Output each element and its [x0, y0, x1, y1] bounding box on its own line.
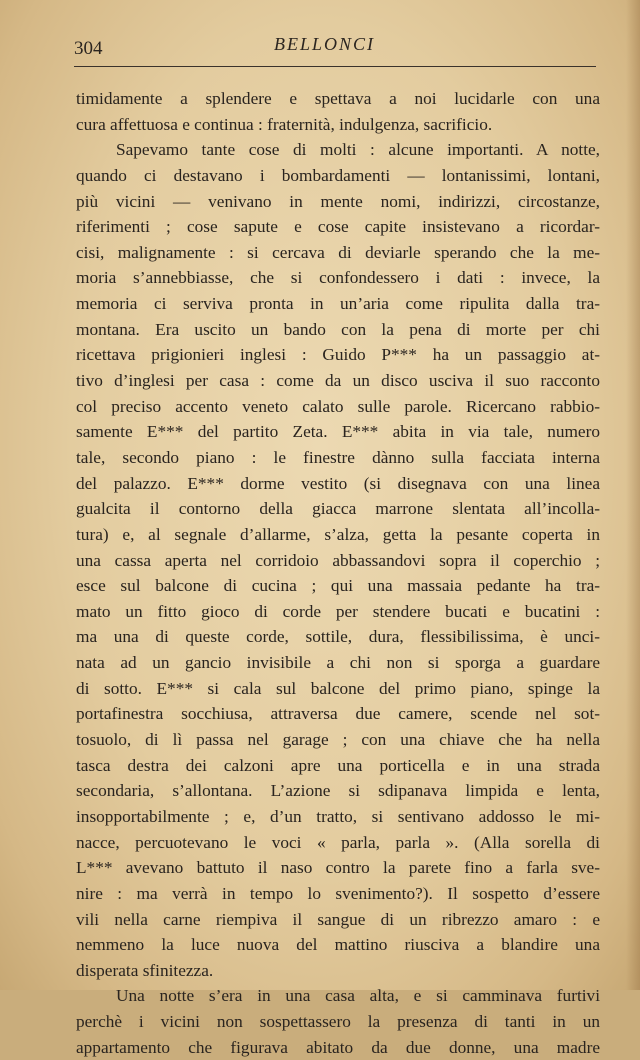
running-head: BELLONCI [274, 34, 376, 54]
text-line: ricettava prigionieri inglesi : Guido P*** ha un passaggio at- [76, 345, 600, 365]
page-number: 304 [74, 38, 103, 59]
text-line: del palazzo. E*** dorme vestito (si disegnava con una linea [76, 473, 600, 493]
text-line: cura affettuosa e continua : fraternità, indulgenza, sacrificio. [76, 114, 493, 134]
text-line: tasca destra dei calzoni apre una porticella e in una strada [76, 755, 600, 775]
text-line: disperata sfinitezza. [76, 960, 214, 980]
text-line: portafinestra socchiusa, attraversa due camere, scende nel sot- [76, 704, 600, 724]
text-line: riferimenti ; cose sapute e cose capite insistevano a ricordar- [76, 217, 600, 237]
text-line: nata ad un gancio invisibile a chi non si sporga a guardare [76, 653, 600, 673]
text-line: vili nella carne riempiva il sangue di un ribrezzo amaro : e [76, 909, 600, 929]
text-line: una cassa aperta nel corridoio abbassandovi sopra il coperchio ; [76, 550, 600, 570]
text-line: più vicini — venivano in mente nomi, indirizzi, circostanze, [76, 191, 600, 211]
text-line: moria s’annebbiasse, che si confondessero i dati : invece, la [76, 268, 600, 288]
text-line: ma una di queste corde, sottile, dura, flessibilissima, è unci- [76, 627, 600, 647]
text-line: secondaria, s’allontana. L’azione si sdipanava limpida e lenta, [76, 781, 600, 801]
text-line: tale, secondo piano : le finestre dànno sulla facciata interna [76, 447, 600, 467]
text-line: tivo d’inglesi per casa : come da un disco usciva il suo racconto [76, 371, 600, 391]
text-line: nire : ma verrà in tempo lo svenimento?). Il sospetto d’essere [76, 883, 600, 903]
text-line: gualcita il contorno della giacca marrone slentata all’incolla- [76, 499, 600, 519]
text-line: montana. Era uscito un bando con la pena di morte per chi [76, 319, 600, 339]
text-line: samente E*** del partito Zeta. E*** abita in via tale, numero [76, 422, 600, 442]
text-line: appartamento che figurava abitato da due donne, una madre [76, 1037, 600, 1057]
text-line: col preciso accento veneto calato sulle parole. Ricercano rabbio- [76, 396, 600, 416]
text-line: Sapevamo tante cose di molti : alcune importanti. A notte, [116, 140, 600, 160]
text-line: L*** avevano battuto il naso contro la parete fino a farla sve- [76, 858, 600, 878]
text-line: tosuolo, di lì passa nel garage ; con una chiave che ha nella [76, 730, 600, 750]
text-line: perchè i vicini non sospettassero la presenza di tanti in un [76, 1012, 600, 1032]
text-line: mato un fitto gioco di corde per stendere bucati e bucatini : [76, 601, 600, 621]
text-line: cisi, malignamente : si cercava di deviarle sperando che la me- [76, 242, 600, 262]
text-line: di sotto. E*** si cala sul balcone del primo piano, spinge la [76, 678, 600, 698]
body-text [76, 86, 600, 1060]
text-line: memoria ci serviva pronta in un’aria come ripulita dalla tra- [76, 294, 600, 314]
header-rule [74, 66, 596, 67]
text-line: esce sul balcone di cucina ; qui una massaia pedante ha tra- [76, 576, 600, 596]
text-line: insopportabilmente ; e, d’un tratto, si sentivano addosso le mi- [76, 806, 600, 826]
text-line: nacce, percuotevano le voci « parla, parla ». (Alla sorella di [76, 832, 600, 852]
page-header [74, 30, 596, 64]
text-line: nemmeno la luce nuova del mattino riusciva a blandire una [76, 935, 600, 955]
page-edge-shadow [626, 0, 640, 990]
text-line: quando ci destavano i bombardamenti — lontanissimi, lontani, [76, 165, 600, 185]
text-line: tura) e, al segnale d’allarme, s’alza, getta la pesante coperta in [76, 524, 600, 544]
text-line: timidamente a splendere e spettava a noi lucidarle con una [76, 89, 600, 108]
text-line: Una notte s’era in una casa alta, e si camminava furtivi [116, 986, 600, 1006]
